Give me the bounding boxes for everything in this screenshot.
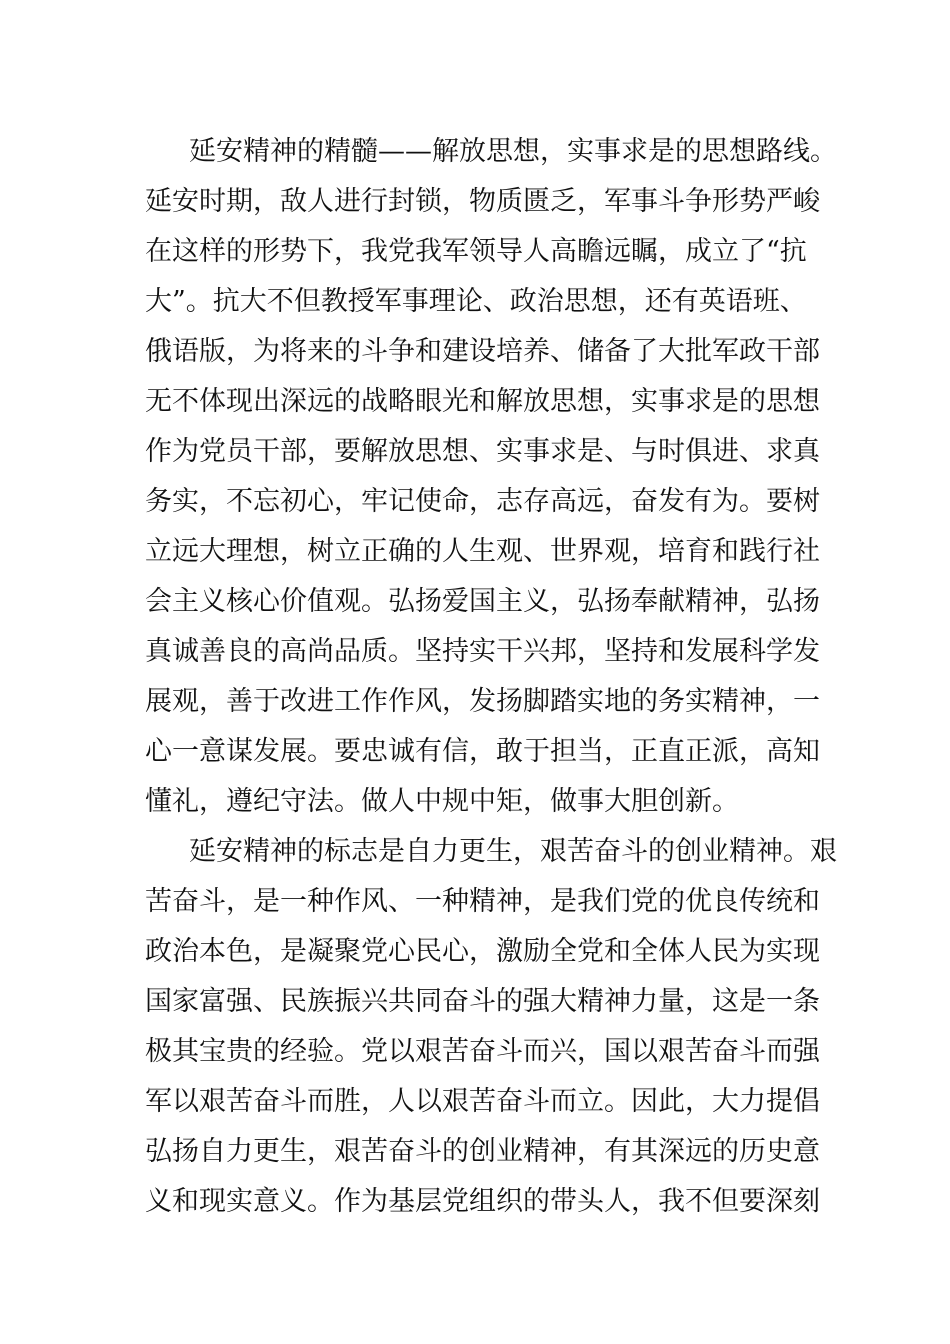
- text-line: 作为党员干部，要解放思想、实事求是、与时俱进、求真: [145, 436, 820, 467]
- text-line: 真诚善良的高尚品质。坚持实干兴邦，坚持和发展科学发: [145, 636, 820, 667]
- body-text: [145, 127, 837, 1227]
- text-line: 国家富强、民族振兴共同奋斗的强大精神力量，这是一条: [145, 986, 820, 1017]
- text-line: 延安精神的精髓——解放思想，实事求是的思想路线。: [189, 136, 837, 167]
- text-line: 会主义核心价值观。弘扬爱国主义，弘扬奉献精神，弘扬: [145, 586, 820, 617]
- text-line: 在这样的形势下，我党我军领导人高瞻远瞩，成立了“抗: [145, 236, 807, 267]
- text-line: 无不体现出深远的战略眼光和解放思想，实事求是的思想: [145, 386, 820, 417]
- text-line: 弘扬自力更生，艰苦奋斗的创业精神，有其深远的历史意: [145, 1136, 820, 1167]
- text-line: 苦奋斗，是一种作风、一种精神，是我们党的优良传统和: [145, 886, 820, 917]
- text-line: 延安精神的标志是自力更生，艰苦奋斗的创业精神。艰: [189, 836, 837, 867]
- text-line: 大”。抗大不但教授军事理论、政治思想，还有英语班、: [145, 286, 807, 317]
- text-line: 心一意谋发展。要忠诚有信，敢于担当，正直正派，高知: [145, 736, 820, 767]
- text-line: 展观，善于改进工作作风，发扬脚踏实地的务实精神，一: [145, 686, 820, 717]
- paragraph-yanan-essence: [145, 127, 837, 827]
- text-line: 政治本色，是凝聚党心民心，激励全党和全体人民为实现: [145, 936, 820, 967]
- text-line: 立远大理想，树立正确的人生观、世界观，培育和践行社: [145, 536, 820, 567]
- text-line: 极其宝贵的经验。党以艰苦奋斗而兴，国以艰苦奋斗而强: [145, 1036, 820, 1067]
- paragraph-yanan-hard-work: [145, 827, 837, 1227]
- text-line: 俄语版，为将来的斗争和建设培养、储备了大批军政干部: [145, 336, 820, 367]
- text-line: 义和现实意义。作为基层党组织的带头人，我不但要深刻: [145, 1186, 820, 1217]
- text-line: 务实，不忘初心，牢记使命，志存高远，奋发有为。要树: [145, 486, 820, 517]
- text-line: 懂礼，遵纪守法。做人中规中矩，做事大胆创新。: [145, 786, 739, 817]
- text-line: 军以艰苦奋斗而胜，人以艰苦奋斗而立。因此，大力提倡: [145, 1086, 820, 1117]
- text-line: 延安时期，敌人进行封锁，物质匮乏，军事斗争形势严峻: [145, 186, 820, 217]
